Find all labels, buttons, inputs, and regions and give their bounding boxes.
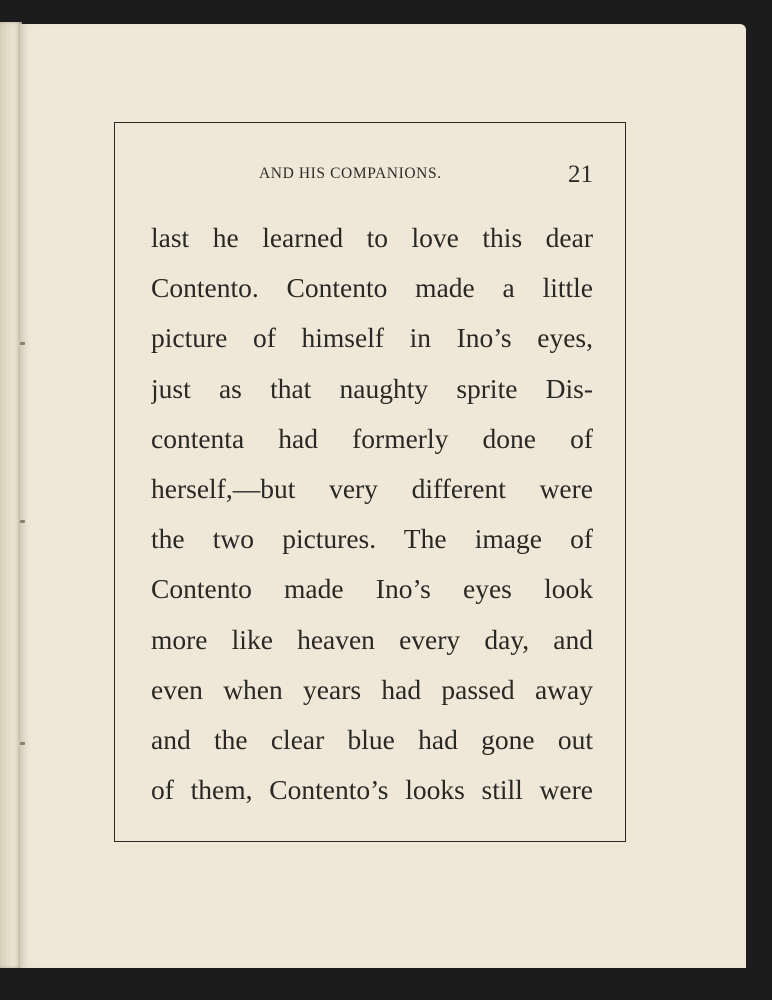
- running-head: [115, 161, 625, 187]
- binding-thread-mark: [20, 520, 25, 523]
- binding-thread-mark: [20, 342, 25, 345]
- text-line: even when years had passed away: [151, 673, 593, 705]
- text-line: herself,—but very different were: [151, 472, 593, 504]
- book-page: [20, 24, 746, 968]
- running-head-title: AND HIS COMPANIONS.: [259, 165, 442, 182]
- text-line: the two pictures. The image of: [151, 523, 593, 555]
- body-text: [151, 213, 593, 815]
- text-line: last he learned to love this dear: [151, 222, 593, 253]
- text-line: and the clear blue had gone out: [151, 723, 593, 755]
- binding-thread-mark: [20, 742, 25, 745]
- text-line: of them, Contento’s looks still were: [151, 774, 593, 806]
- text-line: Contento. Contento made a little: [151, 272, 593, 304]
- text-line: picture of himself in Ino’s eyes,: [151, 322, 593, 354]
- text-line: more like heaven every day, and: [151, 623, 593, 655]
- text-line: Contento made Ino’s eyes look: [151, 573, 593, 605]
- page-number: 21: [568, 161, 593, 188]
- previous-page-edge: [0, 22, 22, 968]
- text-line: just as that naughty sprite Dis-: [151, 372, 593, 404]
- text-border-frame: [114, 122, 626, 842]
- text-line: contenta had formerly done of: [151, 422, 593, 454]
